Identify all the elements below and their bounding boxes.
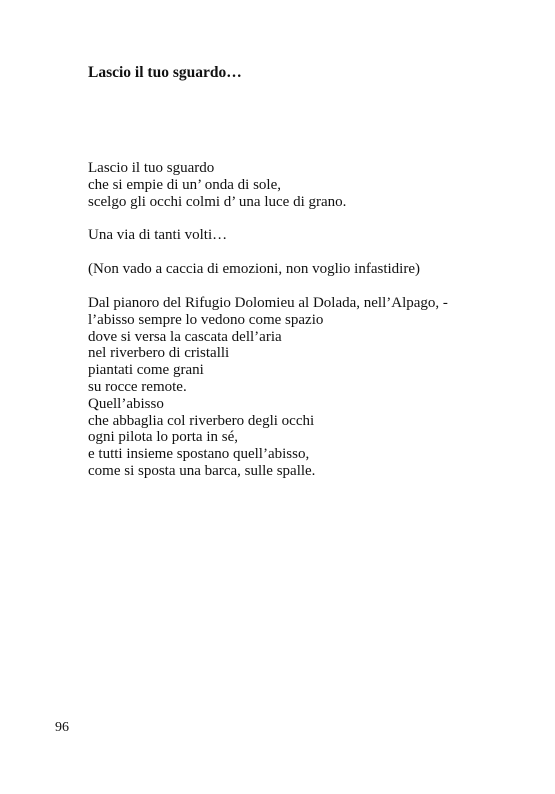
poem-line: (Non vado a caccia di emozioni, non voglio infastidire) [88, 261, 420, 278]
poem-line: dove si versa la cascata dell’aria [88, 328, 282, 345]
stanza-3 [88, 261, 528, 278]
poem-title: Lascio il tuo sguardo… [88, 64, 242, 81]
page-number: 96 [55, 720, 69, 735]
poem-line: nel riverbero di cristalli [88, 345, 230, 362]
stanza-2 [88, 227, 528, 244]
stanza-4 [88, 295, 528, 480]
poem-line: Quell’abisso [88, 395, 164, 412]
poem-line: Dal pianoro del Rifugio Dolomieu al Dolada, nell’Alpago, - [88, 294, 448, 311]
poem-line: ogni pilota lo porta in sé, [88, 429, 238, 446]
poem-line: Lascio il tuo sguardo [88, 160, 215, 176]
poem-line: come si sposta una barca, sulle spalle. [88, 462, 316, 479]
poem-line: scelgo gli occhi colmi d’ una luce di grano. [88, 193, 347, 210]
poem-line: piantati come grani [88, 362, 204, 379]
poem-line: che abbaglia col riverbero degli occhi [88, 412, 315, 429]
poem-body [88, 160, 528, 497]
poem-line: e tutti insieme spostano quell’abisso, [88, 446, 310, 463]
poem-line: l’abisso sempre lo vedono come spazio [88, 311, 324, 328]
poem-line: Una via di tanti volti… [88, 227, 228, 244]
poem-line: su rocce remote. [88, 378, 187, 395]
stanza-1 [88, 160, 528, 210]
poem-line: che si empie di un’ onda di sole, [88, 176, 282, 193]
